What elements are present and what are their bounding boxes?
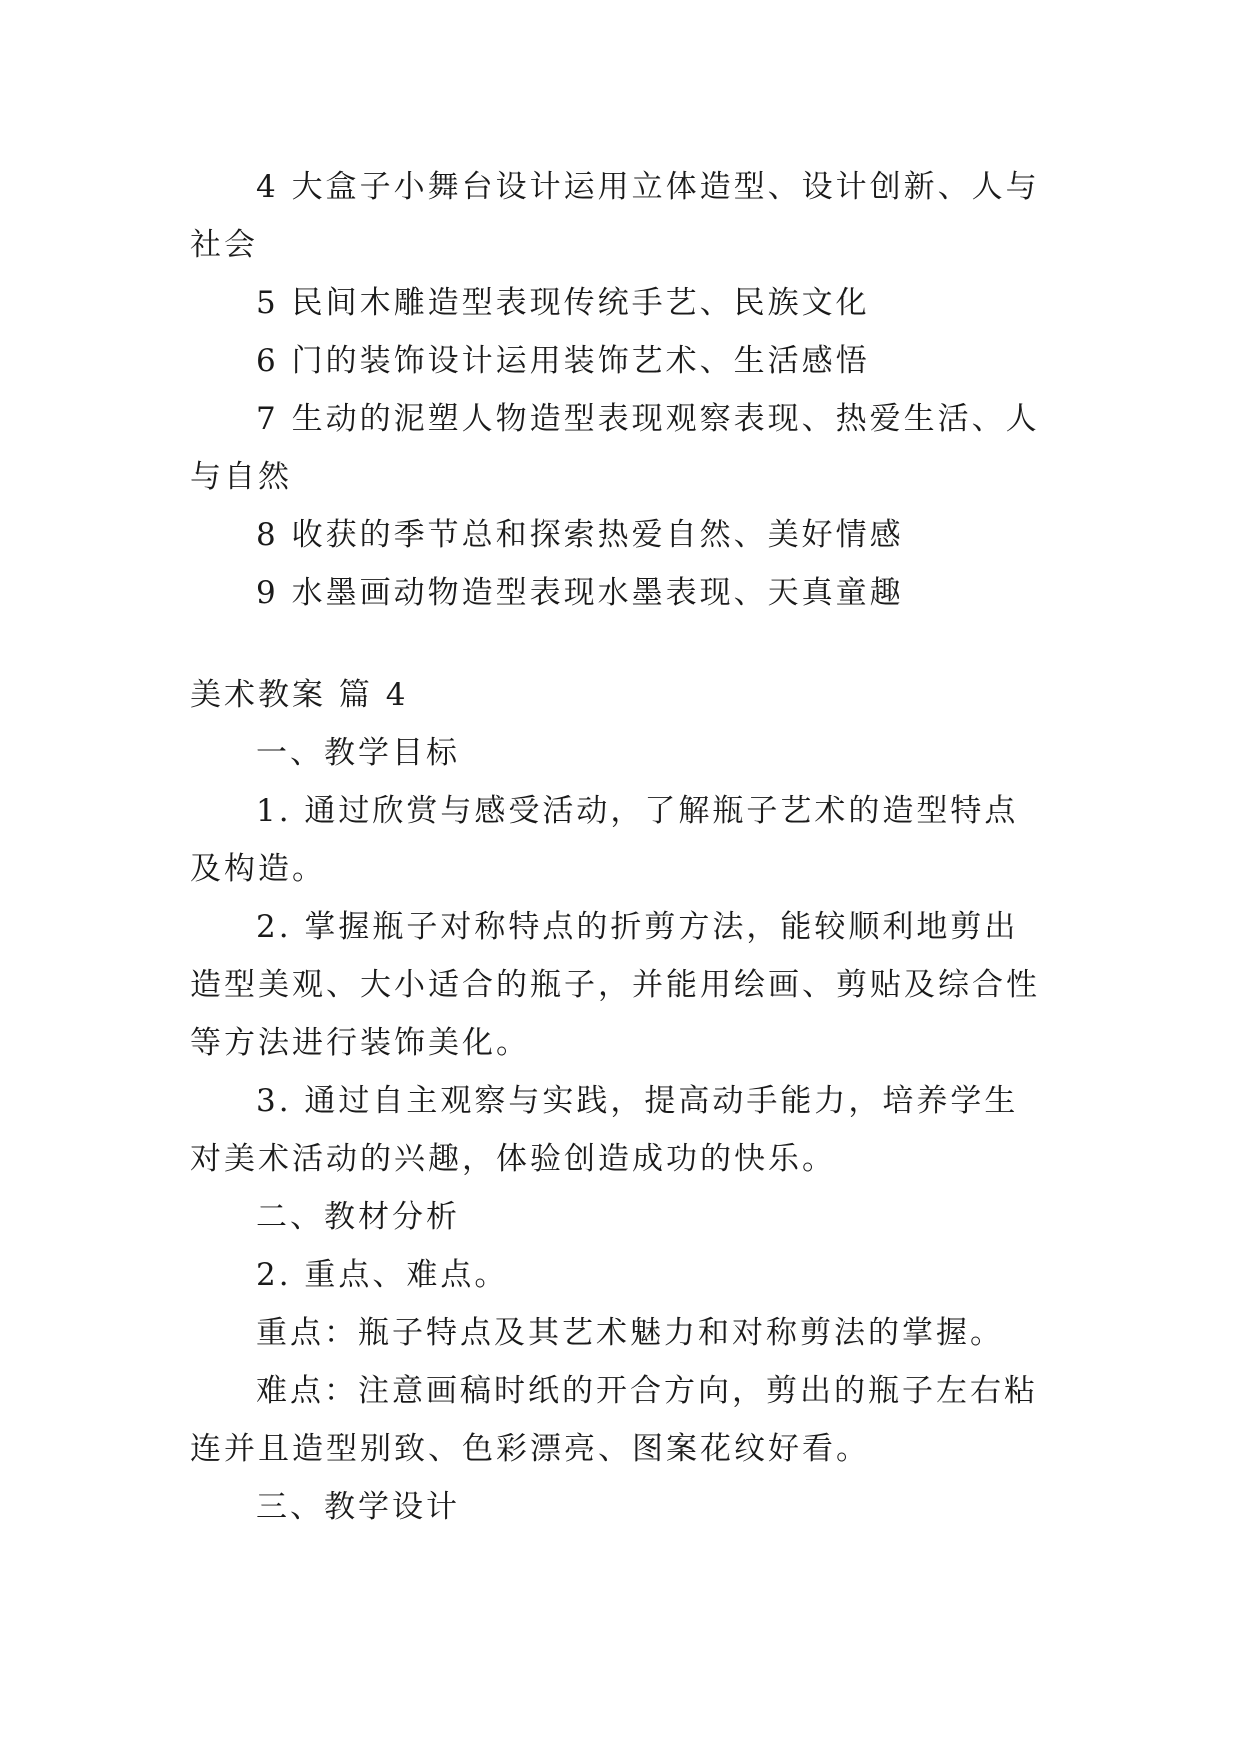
list-item: 8 收获的季节总和探索热爱自然、美好情感 — [256, 517, 904, 553]
goal-paragraph: 1. 通过欣赏与感受活动，了解瓶子艺术的造型特点及构造。 — [190, 793, 1019, 887]
section-title: 美术教案 篇 4 — [190, 677, 409, 713]
heading-material-analysis: 二、教材分析 — [256, 1199, 460, 1235]
list-item: 9 水墨画动物造型表现水墨表现、天真童趣 — [256, 575, 904, 611]
goal-paragraph: 3. 通过自主观察与实践，提高动手能力，培养学生对美术活动的兴趣，体验创造成功的快乐。 — [190, 1083, 1019, 1177]
difficulty-paragraph: 难点：注意画稿时纸的开合方向，剪出的瓶子左右粘连并且造型别致、色彩漂亮、图案花纹好看。 — [190, 1373, 1038, 1467]
list-item: 4 大盒子小舞台设计运用立体造型、设计创新、人与社会 — [190, 169, 1040, 263]
list-item: 5 民间木雕造型表现传统手艺、民族文化 — [256, 285, 870, 321]
list-item: 7 生动的泥塑人物造型表现观察表现、热爱生活、人与自然 — [190, 401, 1040, 495]
list-item: 6 门的装饰设计运用装饰艺术、生活感悟 — [256, 343, 870, 379]
analysis-paragraph: 2. 重点、难点。 — [256, 1257, 509, 1293]
heading-teaching-goals: 一、教学目标 — [256, 735, 460, 771]
heading-teaching-design: 三、教学设计 — [256, 1489, 460, 1525]
key-point-paragraph: 重点：瓶子特点及其艺术魅力和对称剪法的掌握。 — [256, 1315, 1004, 1351]
document-body — [190, 158, 1052, 1536]
goal-paragraph: 2. 掌握瓶子对称特点的折剪方法，能较顺利地剪出造型美观、大小适合的瓶子，并能用绘画、剪贴及综合性等方法进行装饰美化。 — [190, 909, 1040, 1061]
